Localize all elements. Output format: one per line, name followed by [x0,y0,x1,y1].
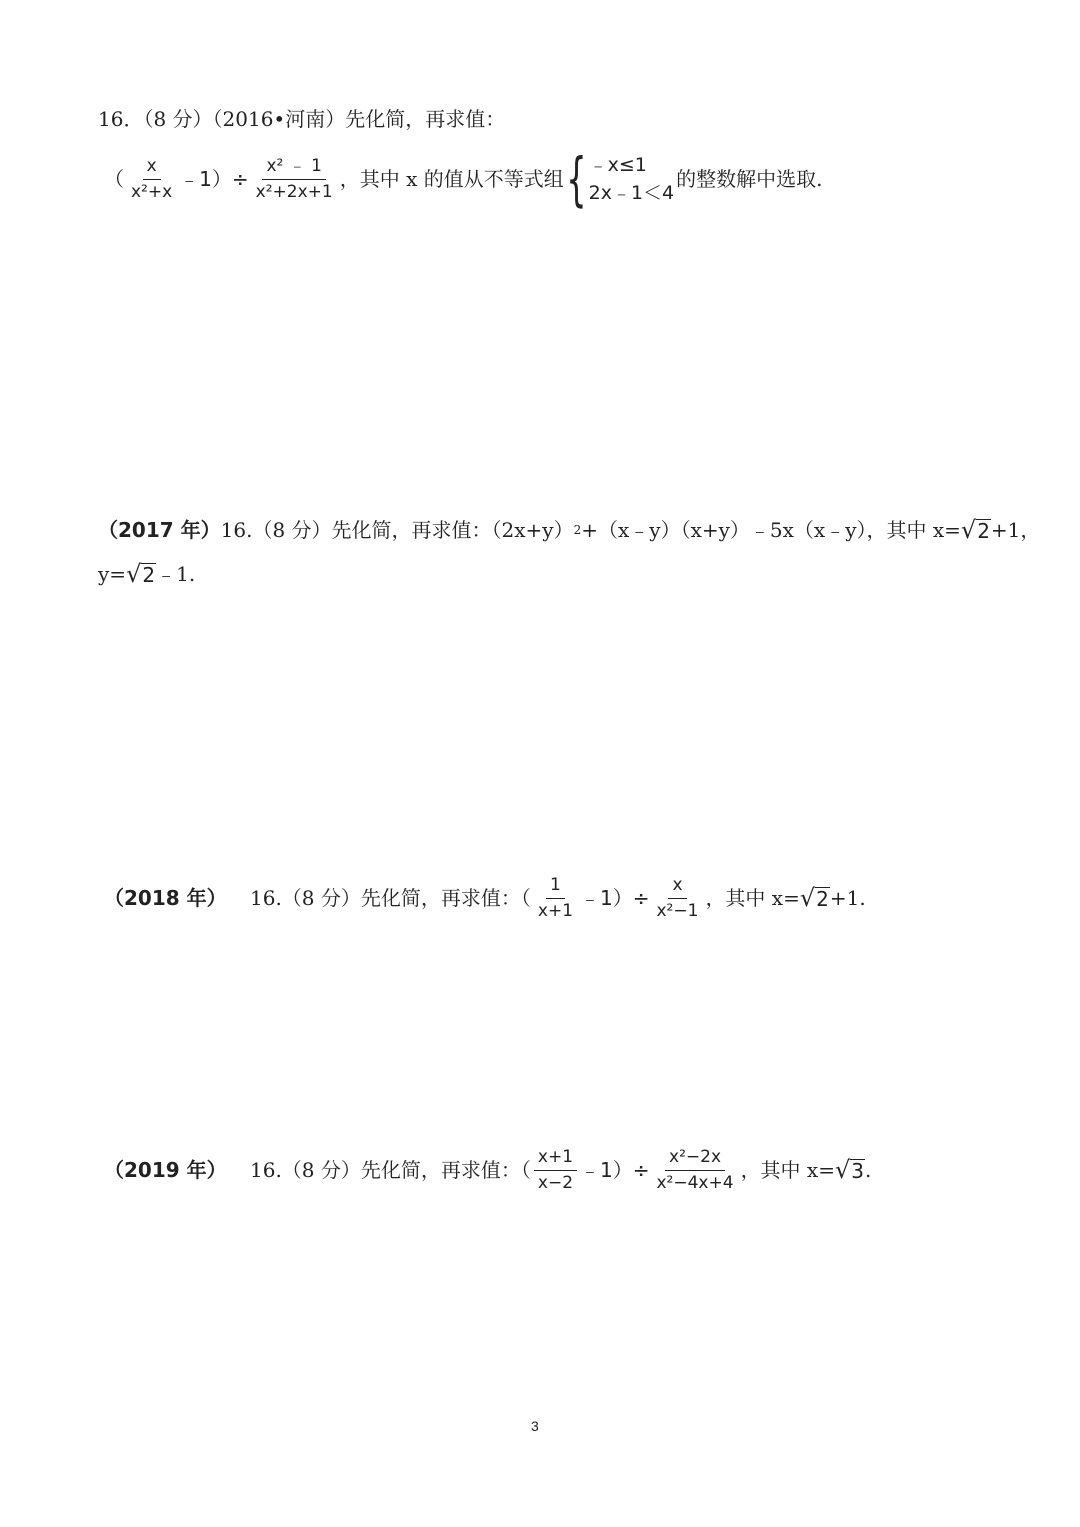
inequality-lines [589,151,675,208]
fraction-2-denominator: x²+2x+1 [255,181,333,202]
fraction-1-denominator: x+1 [537,900,574,921]
minus-one-divide: ﹣1）÷ [179,167,249,191]
condition-text: ，其中 x= [740,1158,835,1183]
fraction-1-numerator: x+1 [534,1148,577,1171]
sqrt-x: √ 2 [799,884,829,913]
fraction-2 [252,157,337,201]
sqrt-x: √ 2 [960,516,990,544]
problem-2016-heading [98,109,505,129]
fraction-2-denominator: x²−4x+4 [656,1172,734,1193]
x-tail: +1， [990,518,1041,542]
inequality-system [566,145,675,213]
brace-icon: { [566,145,587,213]
fraction-1-denominator: x²+x [131,181,173,202]
square-exponent: 2 [573,523,582,537]
fraction-2 [653,876,703,920]
fraction-1-numerator: 1 [546,876,565,899]
fraction-2-numerator: x² ﹣ 1 [262,157,326,180]
y-tail: ﹣1. [156,562,196,586]
problem-2018 [104,876,866,920]
fraction-2 [653,1148,738,1192]
minus-one-divide: ﹣1）÷ [580,1158,650,1183]
condition-text: ，其中 x 的值从不等式组 [339,167,564,191]
fraction-2-numerator: x²−2x [665,1148,725,1171]
sqrt-x-radicand: 2 [977,519,990,543]
tail-text: . [865,1158,872,1183]
fraction-2-denominator: x²−1 [656,900,699,921]
sqrt-x-radicand: 3 [851,1159,864,1184]
inequality-2: 2x﹣1＜4 [588,182,675,204]
fraction-1 [534,1148,577,1192]
left-paren: （ [104,167,124,191]
problem-2017-text: 16.（8 分）先化简，再求值：（2x+y） [220,518,574,542]
sqrt-x: √ 3 [834,1156,864,1185]
problem-2017-text-2: +（x﹣y）（x+y）﹣5x（x﹣y），其中 x= [581,518,961,542]
year-label-2019: （2019 年） [104,1158,227,1183]
problem-2017-line2 [98,562,195,586]
tail-text: 的整数解中选取. [676,167,823,191]
fraction-1 [127,157,176,201]
problem-2016-heading-text: 16．（8 分）（2016•河南）先化简，再求值： [98,107,506,131]
problem-2019 [104,1148,871,1192]
minus-one-divide: ﹣1）÷ [580,886,650,911]
problem-2017 [98,518,1040,542]
inequality-1: ﹣x≤1 [588,153,647,176]
problem-2018-text: 16.（8 分）先化简，再求值：（ [250,886,531,911]
sqrt-y-radicand: 2 [142,563,156,587]
problem-2016-expression [104,145,823,213]
fraction-1 [534,876,577,920]
condition-text: ，其中 x= [705,886,800,911]
sqrt-y: √ 2 [126,560,156,588]
year-label-2018: （2018 年） [104,886,227,911]
fraction-1-numerator: x [143,157,161,180]
page-number: 3 [531,1418,539,1434]
sqrt-x-radicand: 2 [816,887,829,912]
fraction-1-denominator: x−2 [537,1172,574,1193]
y-head: y= [98,562,127,586]
tail-text: +1. [829,886,866,911]
problem-2019-text: 16.（8 分）先化简，再求值：（ [250,1158,531,1183]
year-label-2017: （2017 年） [98,518,221,542]
fraction-2-numerator: x [668,876,686,899]
